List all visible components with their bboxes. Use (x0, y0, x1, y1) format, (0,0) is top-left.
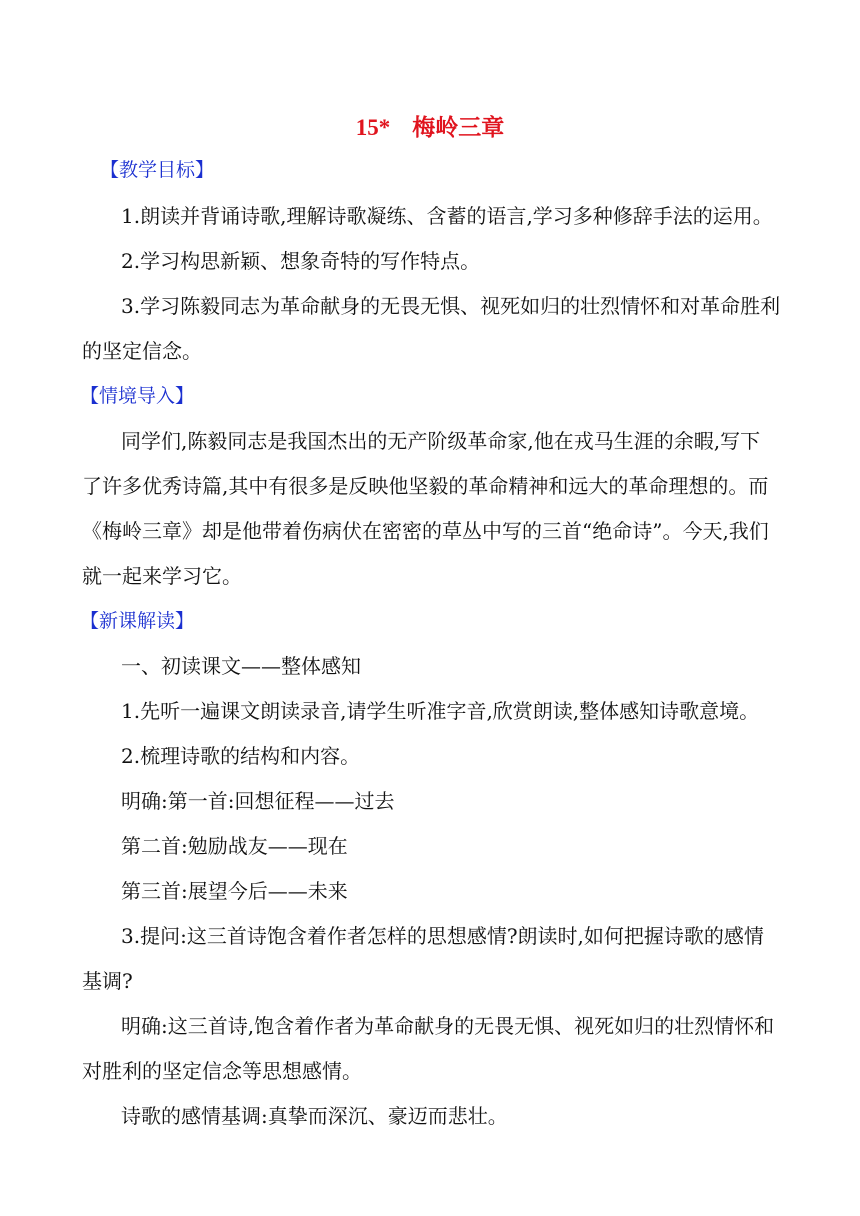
clarify-poem-2: 第二首:勉励战友——现在 (121, 834, 348, 858)
intro-paragraph-line-1: 同学们,陈毅同志是我国杰出的无产阶级革命家,他在戎马生涯的余暇,写下 (121, 429, 761, 453)
emotional-tone: 诗歌的感情基调:真挚而深沉、豪迈而悲壮。 (121, 1104, 508, 1128)
title-text: 梅岭三章 (412, 115, 505, 141)
title-number: 15* (355, 115, 391, 140)
goal-2: 2.学习构思新颖、想象奇特的写作特点。 (121, 249, 481, 273)
clarify-feelings-continued: 对胜利的坚定信念等思想感情。 (82, 1059, 362, 1083)
step-2: 2.梳理诗歌的结构和内容。 (121, 744, 361, 768)
clarify-feelings: 明确:这三首诗,饱含着作者为革命献身的无畏无惧、视死如归的壮烈情怀和 (121, 1014, 775, 1038)
goal-3-continued: 的坚定信念。 (82, 339, 202, 363)
clarify-poem-1: 明确:第一首:回想征程——过去 (121, 789, 395, 813)
step-1: 1.先听一遍课文朗读录音,请学生听准字音,欣赏朗读,整体感知诗歌意境。 (121, 699, 760, 723)
step-3-question: 3.提问:这三首诗饱含着作者怎样的思想感情?朗读时,如何把握诗歌的感情 (121, 924, 764, 948)
intro-paragraph-line-4: 就一起来学习它。 (82, 564, 242, 588)
section-heading-goals: 【教学目标】 (100, 159, 215, 181)
goal-3: 3.学习陈毅同志为革命献身的无畏无惧、视死如归的壮烈情怀和对革命胜利 (121, 294, 781, 318)
section-heading-new-lesson: 【新课解读】 (80, 610, 195, 632)
step-3-question-continued: 基调? (82, 969, 133, 993)
clarify-poem-3: 第三首:展望今后——未来 (121, 879, 348, 903)
intro-paragraph-line-3: 《梅岭三章》却是他带着伤病伏在密密的草丛中写的三首“绝命诗”。今天,我们 (82, 519, 769, 543)
intro-paragraph-line-2: 了许多优秀诗篇,其中有很多是反映他坚毅的革命精神和远大的革命理想的。而 (82, 474, 769, 498)
page-title (0, 111, 860, 145)
goal-1: 1.朗读并背诵诗歌,理解诗歌凝练、含蓄的语言,学习多种修辞手法的运用。 (121, 204, 773, 228)
subsection-heading-first-reading: 一、初读课文——整体感知 (121, 654, 361, 678)
section-heading-intro: 【情境导入】 (80, 385, 195, 407)
